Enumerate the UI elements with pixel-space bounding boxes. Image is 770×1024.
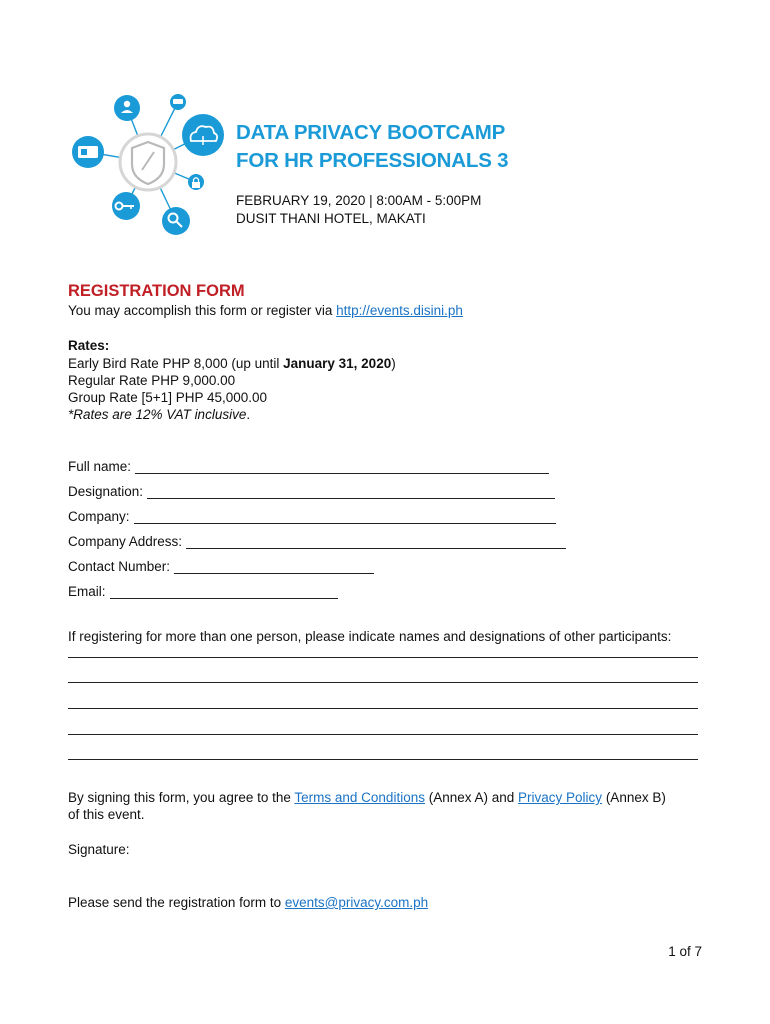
vat-note	[68, 406, 250, 423]
early-bird-suffix: )	[391, 356, 396, 371]
company-address-blank[interactable]	[186, 536, 566, 549]
consent-line2: of this event.	[68, 807, 145, 822]
consent-prefix: By signing this form, you agree to the	[68, 790, 295, 805]
privacy-policy-link[interactable]: Privacy Policy	[518, 790, 603, 805]
vat-note-period: .	[246, 407, 251, 422]
shield-icon	[120, 134, 176, 190]
cloud-icon	[182, 114, 224, 156]
registration-heading: REGISTRATION FORM	[68, 282, 245, 300]
email-field[interactable]	[68, 584, 338, 599]
company-address-field[interactable]	[68, 534, 566, 549]
consent-middle: (Annex A) and	[424, 790, 519, 805]
designation-field[interactable]	[68, 484, 555, 499]
event-title-line1: DATA PRIVACY BOOTCAMP	[236, 121, 506, 144]
send-instruction	[68, 894, 428, 911]
full-name-field[interactable]	[68, 459, 549, 474]
designation-blank[interactable]	[147, 486, 555, 499]
consent-text	[68, 789, 708, 823]
participant-line[interactable]	[68, 682, 698, 683]
full-name-blank[interactable]	[135, 461, 549, 474]
full-name-label: Full name:	[68, 459, 132, 474]
participant-line[interactable]	[68, 759, 698, 760]
terms-link[interactable]: Terms and Conditions	[294, 790, 425, 805]
registration-intro-text: You may accomplish this form or register via	[68, 303, 337, 318]
event-title-line2: FOR HR PROFESSIONALS 3	[236, 149, 509, 172]
company-address-label: Company Address:	[68, 534, 183, 549]
participant-line[interactable]	[68, 657, 698, 658]
company-label: Company:	[68, 509, 130, 524]
lock-icon	[188, 174, 204, 190]
contact-number-blank[interactable]	[174, 561, 374, 574]
page-number: 1 of 7	[668, 944, 702, 959]
participant-line[interactable]	[68, 734, 698, 735]
vat-note-text: *Rates are 12% VAT inclusive	[68, 407, 247, 422]
person-icon	[114, 95, 140, 121]
company-field[interactable]	[68, 509, 556, 524]
rates-label: Rates:	[68, 338, 110, 353]
magnifier-icon	[162, 207, 190, 235]
consent-suffix: (Annex B)	[602, 790, 666, 805]
regular-rate: Regular Rate PHP 9,000.00	[68, 373, 236, 388]
designation-label: Designation:	[68, 484, 144, 499]
early-bird-prefix: Early Bird Rate PHP 8,000 (up until	[68, 356, 284, 371]
chat-icon	[170, 94, 186, 110]
event-date: FEBRUARY 19, 2020 | 8:00AM - 5:00PM	[236, 193, 482, 208]
registration-intro	[68, 302, 463, 319]
send-email-link[interactable]: events@privacy.com.ph	[284, 895, 429, 910]
events-link[interactable]: http://events.disini.ph	[336, 303, 463, 318]
signature-label: Signature:	[68, 842, 130, 857]
early-bird-rate	[68, 355, 396, 372]
send-prefix: Please send the registration form to	[68, 895, 285, 910]
event-venue: DUSIT THANI HOTEL, MAKATI	[236, 211, 426, 226]
group-rate: Group Rate [5+1] PHP 45,000.00	[68, 390, 268, 405]
participants-prompt: If registering for more than one person, please indicate names and designations of other participants:	[68, 629, 672, 644]
id-card-icon	[72, 136, 104, 168]
email-blank[interactable]	[110, 586, 338, 599]
key-icon	[112, 192, 140, 220]
email-label: Email:	[68, 584, 106, 599]
company-blank[interactable]	[134, 511, 556, 524]
contact-number-field[interactable]	[68, 559, 374, 574]
early-bird-deadline: January 31, 2020	[283, 356, 392, 371]
participant-line[interactable]	[68, 708, 698, 709]
contact-number-label: Contact Number:	[68, 559, 171, 574]
event-logo	[60, 88, 238, 240]
